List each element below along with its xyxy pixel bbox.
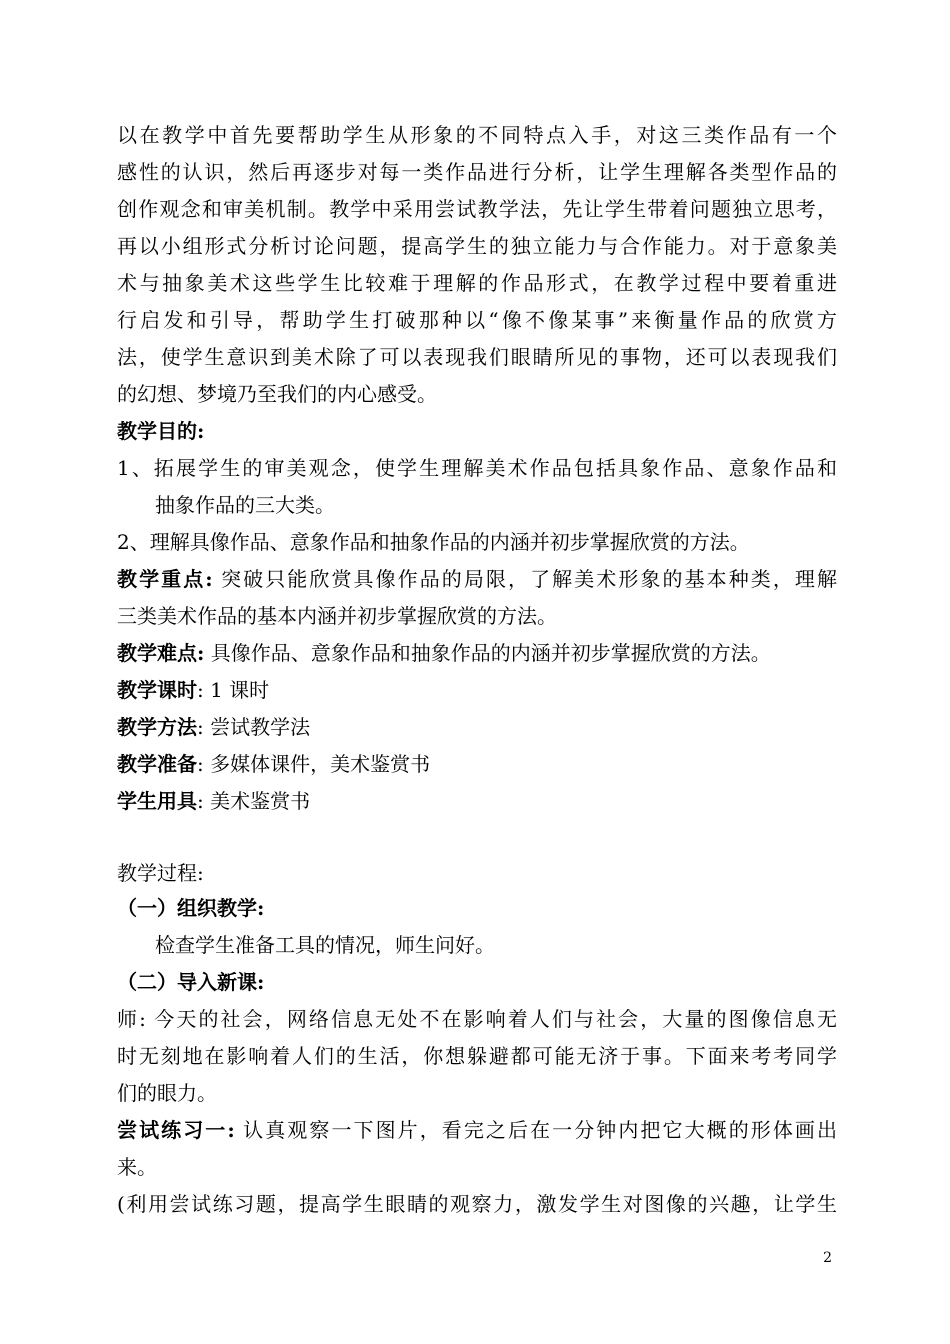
objective-2: 2、理解具像作品、意象作品和抽象作品的内涵并初步掌握欣赏的方法。	[117, 530, 750, 554]
step-1-heading: （一）组织教学:	[117, 896, 265, 920]
intro-line-3: 创作观念和审美机制。教学中采用尝试教学法，先让学生带着问题独立思考，	[117, 197, 837, 221]
page-number: 2	[823, 1250, 832, 1266]
intro-line-4: 再以小组形式分析讨论问题，提高学生的独立能力与合作能力。对于意象美	[117, 234, 837, 258]
objectives-heading: 教学目的:	[117, 419, 205, 443]
difficulty-label: 教学难点:	[117, 641, 205, 665]
method-label: 教学方法	[117, 715, 197, 739]
key-points-line-1: 教学重点: 突破只能欣赏具像作品的局限，了解美术形象的基本种类，理解	[117, 567, 837, 591]
tools-label: 学生用具	[117, 789, 197, 813]
intro-line-7: 法，使学生意识到美术除了可以表现我们眼睛所见的事物，还可以表现我们	[117, 345, 837, 369]
exercise-1-label: 尝试练习一:	[117, 1118, 235, 1142]
process-heading: 教学过程:	[117, 861, 204, 885]
hours-label: 教学课时	[117, 678, 197, 702]
objective-1-line-2: 抽象作品的三大类。	[155, 493, 335, 517]
teacher-line-3: 们的眼力。	[117, 1081, 217, 1105]
hours-line: 教学课时: 1 课时	[117, 678, 270, 702]
step-1-text: 检查学生准备工具的情况，师生问好。	[155, 933, 495, 957]
method-line: 教学方法: 尝试教学法	[117, 715, 311, 739]
objective-1-line-1: 1、拓展学生的审美观念，使学生理解美术作品包括具象作品、意象作品和	[117, 456, 837, 480]
intro-line-1: 以在教学中首先要帮助学生从形象的不同特点入手，对这三类作品有一个	[117, 123, 837, 147]
exercise-1-line-1: 尝试练习一: 认真观察一下图片，看完之后在一分钟内把它大概的形体画出	[117, 1118, 837, 1142]
prep-line: 教学准备: 多媒体课件，美术鉴赏书	[117, 752, 431, 776]
key-points-line-2: 三类美术作品的基本内涵并初步掌握欣赏的方法。	[117, 604, 557, 628]
note-line: (利用尝试练习题，提高学生眼睛的观察力，激发学生对图像的兴趣，让学生	[117, 1192, 837, 1216]
tools-line: 学生用具: 美术鉴赏书	[117, 789, 311, 813]
prep-label: 教学准备	[117, 752, 197, 776]
intro-line-6: 行启发和引导，帮助学生打破那种以“像不像某事”来衡量作品的欣赏方	[117, 308, 837, 332]
step-2-heading: （二）导入新课:	[117, 970, 265, 994]
intro-line-5: 术与抽象美术这些学生比较难于理解的作品形式，在教学过程中要着重进	[117, 271, 837, 295]
teacher-line-1: 师: 今天的社会，网络信息无处不在影响着人们与社会，大量的图像信息无	[117, 1007, 837, 1031]
intro-line-8: 的幻想、梦境乃至我们的内心感受。	[117, 382, 437, 406]
intro-line-2: 感性的认识，然后再逐步对每一类作品进行分析，让学生理解各类型作品的	[117, 160, 837, 184]
difficulty-line: 教学难点: 具像作品、意象作品和抽象作品的内涵并初步掌握欣赏的方法。	[117, 641, 771, 665]
key-points-label: 教学重点:	[117, 567, 213, 591]
teacher-line-2: 时无刻地在影响着人们的生活，你想躲避都可能无济于事。下面来考考同学	[117, 1044, 837, 1068]
exercise-1-line-2: 来。	[117, 1155, 157, 1179]
